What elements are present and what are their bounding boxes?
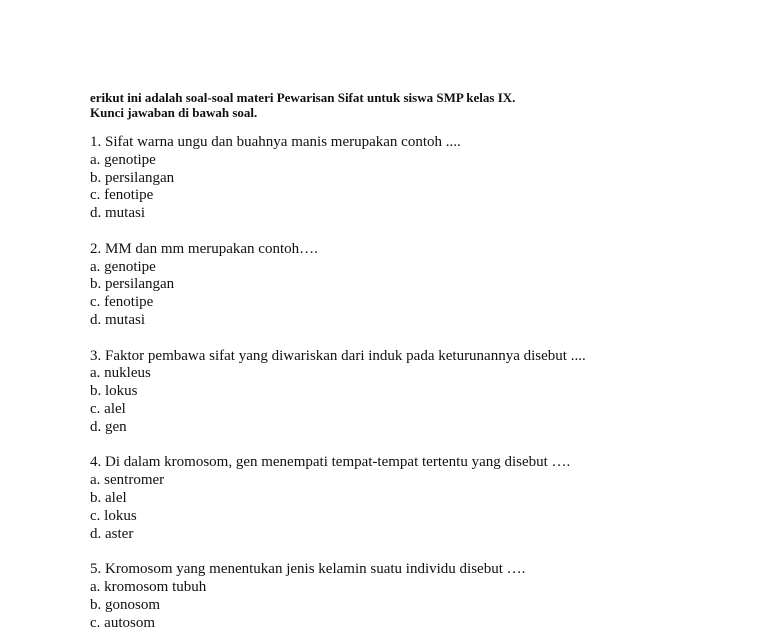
option-d: d. aster [90,525,134,542]
question-1 [90,134,586,223]
option-c: c. fenotipe [90,187,154,204]
option-d: d. gen [90,418,127,435]
option-c: c. autosom [90,614,155,630]
option-c: c. lokus [90,507,137,524]
question-text: 2. MM dan mm merupakan contoh…. [90,240,318,257]
intro-line-1: erikut ini adalah soal-soal materi Pewarisan Sifat untuk siswa SMP kelas IX. [90,90,516,105]
option-a: a. nukleus [90,365,151,382]
option-b: b. persilangan [90,276,175,293]
option-c: c. alel [90,400,126,417]
option-a: a. genotipe [90,151,156,168]
question-text: 3. Faktor pembawa sifat yang diwariskan dari induk pada keturunannya disebut .... [90,347,586,364]
question-2 [90,241,586,330]
intro-block [90,90,515,120]
question-text: 4. Di dalam kromosom, gen menempati tempat-tempat tertentu yang disebut …. [90,454,571,471]
intro-line-2: Kunci jawaban di bawah soal. [90,105,258,120]
option-b: b. alel [90,489,127,506]
question-3 [90,348,586,437]
option-a: a. sentromer [90,472,165,489]
option-c: c. fenotipe [90,294,154,311]
question-list [90,134,586,630]
question-5 [90,561,586,630]
question-text: 1. Sifat warna ungu dan buahnya manis merupakan contoh .... [90,134,461,150]
option-d: d. mutasi [90,205,145,222]
option-b: b. gonosom [90,596,161,613]
option-b: b. lokus [90,383,138,400]
option-a: a. genotipe [90,258,156,275]
option-a: a. kromosom tubuh [90,578,207,595]
option-b: b. persilangan [90,169,175,186]
question-text: 5. Kromosom yang menentukan jenis kelamin suatu individu disebut …. [90,561,526,578]
option-d: d. mutasi [90,311,145,328]
question-4 [90,454,586,543]
